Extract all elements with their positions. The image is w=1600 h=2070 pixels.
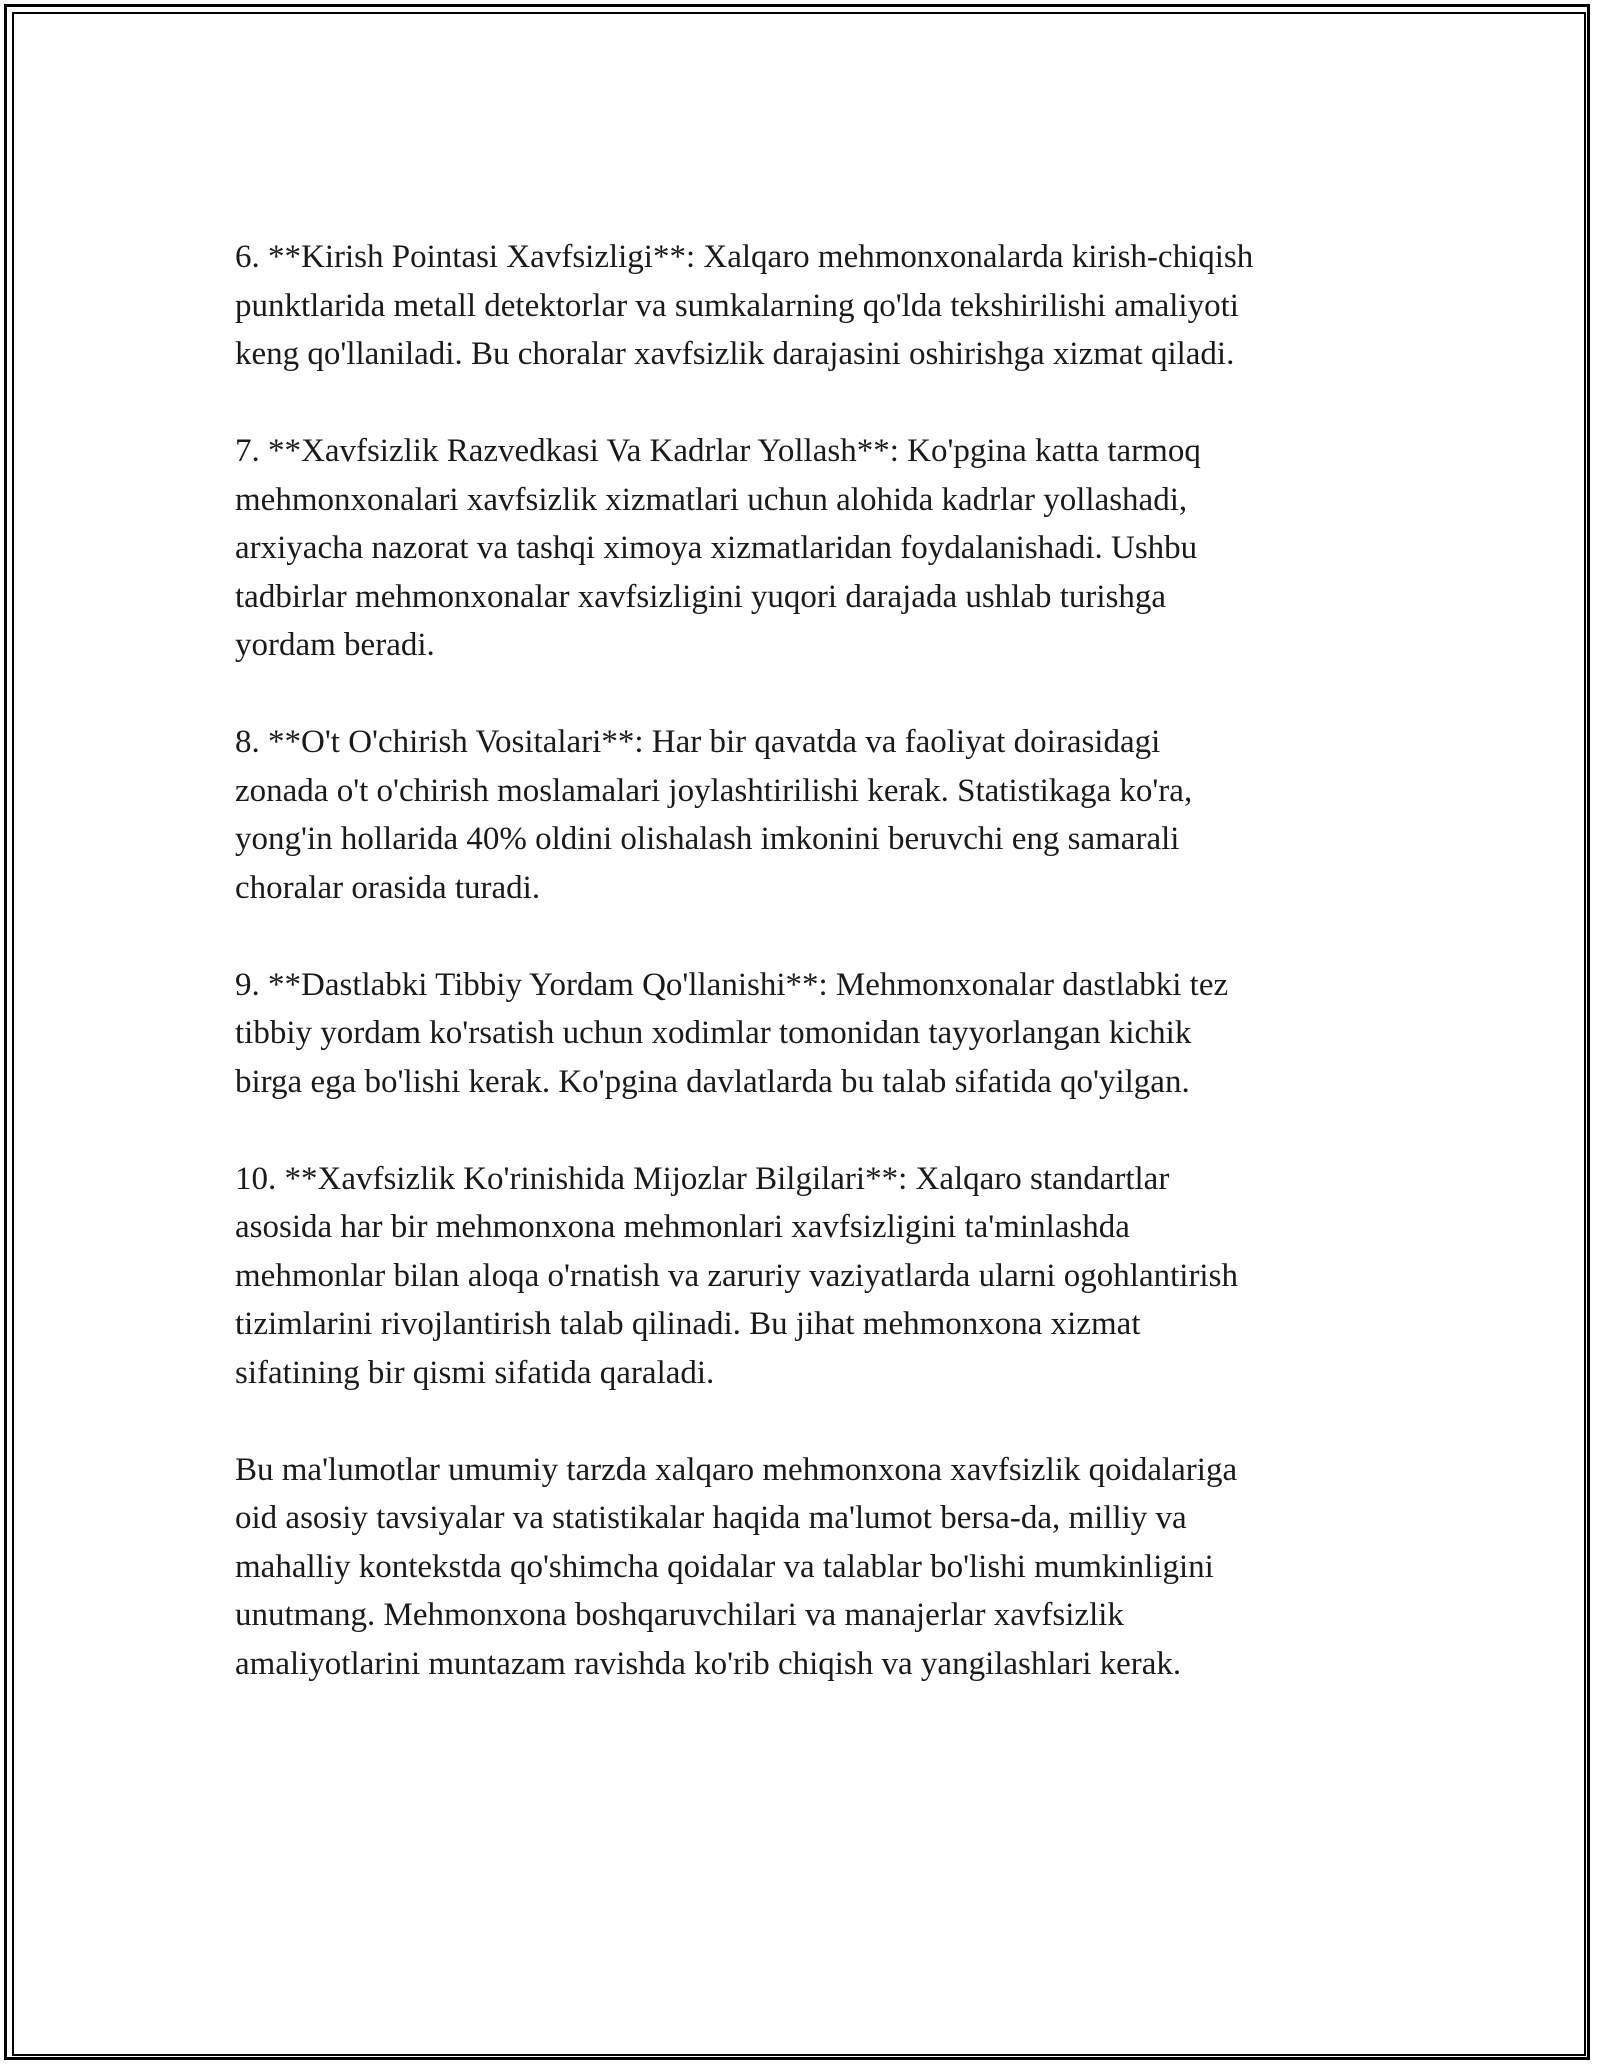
text-line: arxiyacha nazorat va tashqi ximoya xizmatlaridan foydalanishadi. Ushbu bbox=[235, 530, 1198, 566]
text-line: 7. **Xavfsizlik Razvedkasi Va Kadrlar Yollash**: Ko'pgina katta tarmoq bbox=[235, 433, 1201, 469]
text-line: mehmonxonalari xavfsizlik xizmatlari uchun alohida kadrlar yollashadi, bbox=[235, 481, 1188, 518]
text-line: tizimlarini rivojlantirish talab qilinadi. Bu jihat mehmonxona xizmat bbox=[235, 1306, 1141, 1342]
text-line: 10. **Xavfsizlik Ko'rinishida Mijozlar Bilgilari**: Xalqaro standartlar bbox=[235, 1160, 1170, 1197]
text-line: mahalliy kontekstda qo'shimcha qoidalar va talablar bo'lishi mumkinligini bbox=[235, 1548, 1214, 1585]
paragraph-item-10 bbox=[235, 1155, 1395, 1398]
text-line: keng qo'llaniladi. Bu choralar xavfsizlik darajasini oshirishga xizmat qiladi. bbox=[235, 336, 1235, 372]
text-line: punktlarida metall detektorlar va sumkalarning qo'lda tekshirilishi amaliyoti bbox=[235, 287, 1239, 324]
paragraph-item-6 bbox=[235, 233, 1395, 379]
text-line: amaliyotlarini muntazam ravishda ko'rib chiqish va yangilashlari kerak. bbox=[235, 1645, 1182, 1682]
text-line: 6. **Kirish Pointasi Xavfsizligi**: Xalqaro mehmonxonalarda kirish-chiqish bbox=[235, 239, 1254, 275]
text-line: zonada o't o'chirish moslamalari joylashtirilishi kerak. Statistikaga ko'ra, bbox=[235, 772, 1193, 809]
text-line: Bu ma'lumotlar umumiy tarzda xalqaro mehmonxona xavfsizlik qoidalariga bbox=[235, 1451, 1238, 1488]
text-line: 9. **Dastlabki Tibbiy Yordam Qo'llanishi**: Mehmonxonalar dastlabki tez bbox=[235, 966, 1229, 1003]
text-line: 8. **O't O'chirish Vositalari**: Har bir qavatda va faoliyat doirasidagi bbox=[235, 724, 1161, 760]
paragraph-item-8 bbox=[235, 718, 1395, 912]
text-line: mehmonlar bilan aloqa o'rnatish va zaruriy vaziyatlarda ularni ogohlantirish bbox=[235, 1257, 1238, 1294]
text-line: yong'in hollarida 40% oldini olishalash imkonini beruvchi eng samarali bbox=[235, 821, 1180, 857]
text-line: asosida har bir mehmonxona mehmonlari xavfsizligini ta'minlashda bbox=[235, 1209, 1130, 1245]
text-line: yordam beradi. bbox=[235, 627, 435, 663]
text-line: choralar orasida turadi. bbox=[235, 869, 541, 906]
text-line: oid asosiy tavsiyalar va statistikalar haqida ma'lumot bersa-da, milliy va bbox=[235, 1500, 1187, 1536]
text-line: tibbiy yordam ko'rsatish uchun xodimlar tomonidan tayyorlangan kichik bbox=[235, 1015, 1192, 1051]
text-line: birga ega bo'lishi kerak. Ko'pgina davlatlarda bu talab sifatida qo'yilgan. bbox=[235, 1063, 1190, 1100]
paragraph-item-9 bbox=[235, 961, 1395, 1107]
paragraph-conclusion bbox=[235, 1446, 1395, 1689]
text-line: sifatining bir qismi sifatida qaraladi. bbox=[235, 1354, 715, 1391]
text-line: unutmang. Mehmonxona boshqaruvchilari va manajerlar xavfsizlik bbox=[235, 1597, 1124, 1633]
text-line: tadbirlar mehmonxonalar xavfsizligini yuqori darajada ushlab turishga bbox=[235, 578, 1167, 615]
document-body bbox=[235, 233, 1395, 1737]
paragraph-item-7 bbox=[235, 427, 1395, 670]
